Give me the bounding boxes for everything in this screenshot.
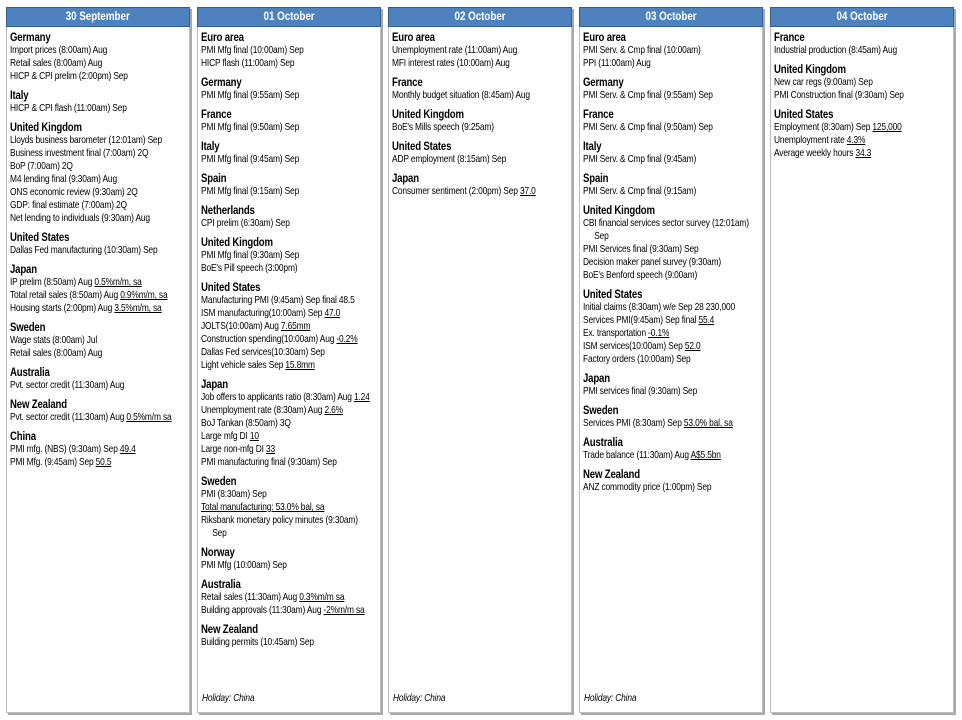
country-heading: Spain [583, 171, 609, 185]
event-line [201, 417, 377, 430]
day-body [579, 27, 763, 713]
event-line [201, 443, 377, 456]
country-heading: Spain [201, 171, 227, 185]
country-heading: Germany [10, 30, 51, 44]
day-column [770, 7, 954, 713]
day-header-label: 04 October [836, 11, 888, 23]
event-value: 125,000 [872, 121, 902, 133]
country-heading: Australia [583, 435, 623, 449]
event-line [774, 76, 950, 89]
event-line [583, 385, 759, 398]
event-line [10, 379, 186, 392]
country-heading: France [583, 107, 614, 121]
day-column [579, 7, 763, 713]
country-heading: Sweden [201, 474, 237, 488]
country-heading: United Kingdom [774, 62, 846, 76]
event-line [10, 443, 186, 456]
event-text: Initial claims (8:30am) w/e Sep 28 230,000 [583, 301, 736, 313]
event-text: PMI Mfg final (10:00am) Sep [201, 44, 304, 56]
event-line [583, 449, 759, 462]
country-heading: Euro area [201, 30, 244, 44]
event-line [201, 153, 377, 166]
event-line [774, 44, 950, 57]
event-value: 0.5%m/m sa [126, 411, 172, 423]
event-value: 49.4 [119, 443, 136, 455]
event-text: PMI Serv. & Cmp final (9:50am) Sep [583, 121, 713, 133]
country-heading: United States [583, 287, 643, 301]
event-value: 10 [249, 430, 259, 442]
event-line [392, 121, 568, 134]
event-value: 0.3%m/m sa [299, 591, 345, 603]
country-heading: France [774, 30, 805, 44]
event-text: M4 lending final (9:30am) Aug [10, 173, 117, 185]
event-text: Dallas Fed services(10:30am) Sep [201, 346, 325, 358]
event-line [10, 276, 186, 289]
day-header-label: 01 October [263, 11, 315, 23]
event-line [201, 294, 377, 307]
event-text: HICP flash (11:00am) Sep [201, 57, 295, 69]
event-text: Pvt. sector credit (11:30am) Aug [10, 379, 125, 391]
country-heading: Australia [201, 577, 241, 591]
event-text: PMI Serv. & Cmp final (9:55am) Sep [583, 89, 713, 101]
event-value: 47.0 [324, 307, 341, 319]
event-line [201, 359, 377, 372]
event-text: BoE's Benford speech (9:00am) [583, 269, 698, 281]
event-text: Consumer sentiment (2:00pm) Sep [392, 185, 520, 197]
country-heading: Australia [10, 365, 50, 379]
event-line [583, 301, 759, 314]
event-text: GDP: final estimate (7:00am) 2Q [10, 199, 127, 211]
event-line [583, 89, 759, 102]
event-text: Trade balance (11:30am) Aug [583, 449, 691, 461]
event-line-continuation: Sep [594, 230, 609, 242]
event-line [583, 340, 759, 353]
day-body-content [774, 30, 950, 160]
event-line [10, 456, 186, 469]
event-line [774, 89, 950, 102]
event-text: Wage stats (8:00am) Jul [10, 334, 98, 346]
country-heading: United Kingdom [583, 203, 655, 217]
country-heading: Japan [201, 377, 228, 391]
event-line [10, 70, 186, 83]
day-header [579, 7, 763, 27]
event-line [201, 430, 377, 443]
day-header [6, 7, 190, 27]
event-text: PMI Construction final (9:30am) Sep [774, 89, 904, 101]
day-header [388, 7, 572, 27]
country-heading: New Zealand [10, 397, 67, 411]
event-text: Ex. transportation [583, 327, 649, 339]
event-value: 7.65mm [280, 320, 311, 332]
event-text: BoJ Tankan (8:50am) 3Q [201, 417, 291, 429]
country-heading: Japan [392, 171, 419, 185]
event-text: PMI Mfg final (9:45am) Sep [201, 153, 300, 165]
event-line [10, 289, 186, 302]
event-text: HICP & CPI flash (11:00am) Sep [10, 102, 127, 114]
country-heading: Netherlands [201, 203, 255, 217]
event-text: PPI (11:00am) Aug [583, 57, 651, 69]
event-line [583, 57, 759, 70]
day-header [770, 7, 954, 27]
event-line [201, 217, 377, 230]
event-line [583, 121, 759, 134]
day-header [197, 7, 381, 27]
event-value: 0.9%m/m, sa [120, 289, 168, 301]
country-heading: United States [201, 280, 261, 294]
event-text: CBI financial services sector survey (12:01am) [583, 217, 749, 229]
event-line [392, 153, 568, 166]
event-value: -0.2% [336, 333, 358, 345]
event-text: IP prelim (8:50am) Aug [10, 276, 95, 288]
event-text: PMI manufacturing final (9:30am) Sep [201, 456, 337, 468]
event-line [583, 327, 759, 340]
event-line [10, 334, 186, 347]
event-line [201, 333, 377, 346]
event-line [583, 217, 759, 230]
event-text: Business investment final (7:00am) 2Q [10, 147, 149, 159]
event-text: PMI Mfg (10:00am) Sep [201, 559, 287, 571]
event-value: -2%m/m sa [323, 604, 365, 616]
event-line [10, 199, 186, 212]
event-line [10, 302, 186, 315]
event-line [201, 559, 377, 572]
event-line [201, 456, 377, 469]
event-text: Large mfg DI [201, 430, 250, 442]
country-heading: United Kingdom [201, 235, 273, 249]
day-body-content [201, 30, 377, 649]
event-line [774, 147, 950, 160]
event-line [583, 481, 759, 494]
event-line [10, 244, 186, 257]
event-value: 1.24 [353, 391, 370, 403]
event-text: PMI Services final (9:30am) Sep [583, 243, 699, 255]
event-line [392, 57, 568, 70]
event-value: 53.0% bal, sa [683, 417, 733, 429]
event-line [10, 173, 186, 186]
event-text: PMI Serv. & Cmp final (9:45am) [583, 153, 697, 165]
event-text: Building permits (10:45am) Sep [201, 636, 314, 648]
event-value: 37.0 [519, 185, 536, 197]
day-body-content [10, 30, 186, 469]
event-text: Services PMI(9:45am) Sep final [583, 314, 699, 326]
event-text: ONS economic review (9:30am) 2Q [10, 186, 138, 198]
country-heading: United Kingdom [10, 120, 82, 134]
event-line [774, 121, 950, 134]
event-line [201, 404, 377, 417]
event-text: PMI Serv. & Cmp final (9:15am) [583, 185, 697, 197]
event-text: PMI Serv. & Cmp final (10:00am) [583, 44, 701, 56]
country-heading: United States [392, 139, 452, 153]
event-text: Unemployment rate [774, 134, 847, 146]
holiday-note: Holiday: China [393, 692, 446, 704]
country-heading: United States [10, 230, 70, 244]
event-line [10, 347, 186, 360]
event-line [201, 262, 377, 275]
event-line [201, 89, 377, 102]
event-line [201, 391, 377, 404]
event-text: PMI Mfg final (9:15am) Sep [201, 185, 300, 197]
event-line [583, 44, 759, 57]
day-column [6, 7, 190, 713]
country-heading: Japan [10, 262, 37, 276]
event-text: Unemployment rate (11:00am) Aug [392, 44, 518, 56]
event-text: PMI Mfg. (9:45am) Sep [10, 456, 96, 468]
event-value: 2.6% [324, 404, 343, 416]
event-line [392, 89, 568, 102]
event-line [201, 591, 377, 604]
event-text: Light vehicle sales Sep [201, 359, 286, 371]
event-line [201, 514, 377, 527]
event-line-continuation: Sep [212, 527, 227, 539]
country-heading: China [10, 429, 36, 443]
event-line [201, 320, 377, 333]
event-text: Building approvals (11:30am) Aug [201, 604, 324, 616]
event-line [583, 269, 759, 282]
event-line [583, 314, 759, 327]
event-value: 34.3 [855, 147, 872, 159]
event-line [10, 44, 186, 57]
event-line [201, 501, 377, 514]
country-heading: Italy [10, 88, 29, 102]
event-text: Average weekly hours [774, 147, 856, 159]
event-text: Riksbank monetary policy minutes (9:30am) [201, 514, 358, 526]
event-line [201, 307, 377, 320]
day-header-label: 02 October [454, 11, 506, 23]
country-heading: Japan [583, 371, 610, 385]
event-line [583, 417, 759, 430]
event-text: Net lending to individuals (9:30am) Aug [10, 212, 150, 224]
event-text: Decision maker panel survey (9:30am) [583, 256, 722, 268]
event-value: 3.5%m/m, sa [114, 302, 162, 314]
event-text: Services PMI (8:30am) Sep [583, 417, 684, 429]
event-value: -0.1% [648, 327, 670, 339]
event-text: Lloyds business barometer (12:01am) Sep [10, 134, 163, 146]
country-heading: Euro area [392, 30, 435, 44]
event-text: Monthly budget situation (8:45am) Aug [392, 89, 530, 101]
day-column [388, 7, 572, 713]
event-line [201, 346, 377, 359]
event-text: PMI Mfg final (9:55am) Sep [201, 89, 300, 101]
day-body [197, 27, 381, 713]
event-text: Industrial production (8:45am) Aug [774, 44, 897, 56]
country-heading: France [392, 75, 423, 89]
event-line [201, 604, 377, 617]
event-value: A$5.5bn [690, 449, 721, 461]
day-header-label: 03 October [645, 11, 697, 23]
event-line [392, 44, 568, 57]
event-line [10, 212, 186, 225]
event-text: PMI (8:30am) Sep [201, 488, 267, 500]
country-heading: Germany [583, 75, 624, 89]
country-heading: Italy [201, 139, 220, 153]
event-line [201, 488, 377, 501]
event-line [10, 57, 186, 70]
day-header-label: 30 September [65, 11, 131, 23]
event-line [392, 185, 568, 198]
holiday-note: Holiday: China [202, 692, 255, 704]
country-heading: Italy [583, 139, 602, 153]
event-text: ISM manufacturing(10:00am) Sep [201, 307, 325, 319]
event-value: 15.8mm [285, 359, 315, 371]
country-heading: United States [774, 107, 834, 121]
event-line [774, 134, 950, 147]
event-line [10, 160, 186, 173]
event-line [10, 411, 186, 424]
event-text: Import prices (8:00am) Aug [10, 44, 108, 56]
country-heading: France [201, 107, 232, 121]
event-line [583, 243, 759, 256]
event-text: Total retail sales (8:50am) Aug [10, 289, 121, 301]
country-heading: Sweden [583, 403, 619, 417]
event-text: ISM services(10:00am) Sep [583, 340, 685, 352]
event-text: Large non-mfg DI [201, 443, 266, 455]
event-text: JOLTS(10:00am) Aug [201, 320, 281, 332]
day-column [197, 7, 381, 713]
event-line [201, 57, 377, 70]
event-line [10, 186, 186, 199]
event-text: CPI prelim (6:30am) Sep [201, 217, 290, 229]
event-text: Manufacturing PMI (9:45am) Sep final 48.5 [201, 294, 355, 306]
country-heading: New Zealand [201, 622, 258, 636]
event-text: PMI mfg. (NBS) (9:30am) Sep [10, 443, 120, 455]
event-line [10, 147, 186, 160]
event-line [201, 185, 377, 198]
day-body [770, 27, 954, 713]
event-line [201, 44, 377, 57]
day-body-content [392, 30, 568, 198]
event-value: 4.3% [846, 134, 866, 146]
event-text: ADP employment (8:15am) Sep [392, 153, 507, 165]
event-text: New car regs (9:00am) Sep [774, 76, 873, 88]
event-line [10, 134, 186, 147]
event-line [201, 249, 377, 262]
event-text: BoE's Mills speech (9:25am) [392, 121, 494, 133]
event-text: PMI Mfg final (9:50am) Sep [201, 121, 300, 133]
day-body [388, 27, 572, 713]
day-body [6, 27, 190, 713]
event-text: PMI Mfg final (9:30am) Sep [201, 249, 300, 261]
event-value: 52.0 [684, 340, 701, 352]
event-text: Retail sales (11:30am) Aug [201, 591, 300, 603]
event-text: Pvt. sector credit (11:30am) Aug [10, 411, 127, 423]
country-heading: Germany [201, 75, 242, 89]
event-text: Retail sales (8:00am) Aug [10, 347, 103, 359]
event-text: HICP & CPI prelim (2:00pm) Sep [10, 70, 128, 82]
day-body-content [583, 30, 759, 494]
event-text: BoP (7:00am) 2Q [10, 160, 73, 172]
event-line [10, 102, 186, 115]
event-value: 55.4 [698, 314, 715, 326]
country-heading: Euro area [583, 30, 626, 44]
event-value: 0.5%m/m, sa [94, 276, 142, 288]
event-line [583, 353, 759, 366]
event-text: Total manufacturing: 53.0% bal, sa [201, 501, 325, 513]
country-heading: Sweden [10, 320, 46, 334]
event-value: 33 [265, 443, 276, 455]
event-text: Dallas Fed manufacturing (10:30am) Sep [10, 244, 158, 256]
event-text: MFI interest rates (10:00am) Aug [392, 57, 510, 69]
event-text: ANZ commodity price (1:00pm) Sep [583, 481, 712, 493]
country-heading: New Zealand [583, 467, 640, 481]
event-line [201, 636, 377, 649]
event-line [583, 256, 759, 269]
event-line [201, 121, 377, 134]
event-text: Retail sales (8:00am) Aug [10, 57, 103, 69]
event-text: Unemployment rate (8:30am) Aug [201, 404, 325, 416]
country-heading: United Kingdom [392, 107, 464, 121]
event-line [583, 185, 759, 198]
event-text: Job offers to applicants ratio (8:30am) Aug [201, 391, 354, 403]
country-heading: Norway [201, 545, 235, 559]
event-text: BoE's Pill speech (3:00pm) [201, 262, 298, 274]
event-text: PMI services final (9:30am) Sep [583, 385, 698, 397]
event-text: Construction spending(10:00am) Aug [201, 333, 337, 345]
event-text: Housing starts (2:00pm) Aug [10, 302, 115, 314]
event-value: 50.5 [95, 456, 112, 468]
event-text: Factory orders (10:00am) Sep [583, 353, 691, 365]
event-line [583, 153, 759, 166]
holiday-note: Holiday: China [584, 692, 637, 704]
event-text: Employment (8:30am) Sep [774, 121, 873, 133]
